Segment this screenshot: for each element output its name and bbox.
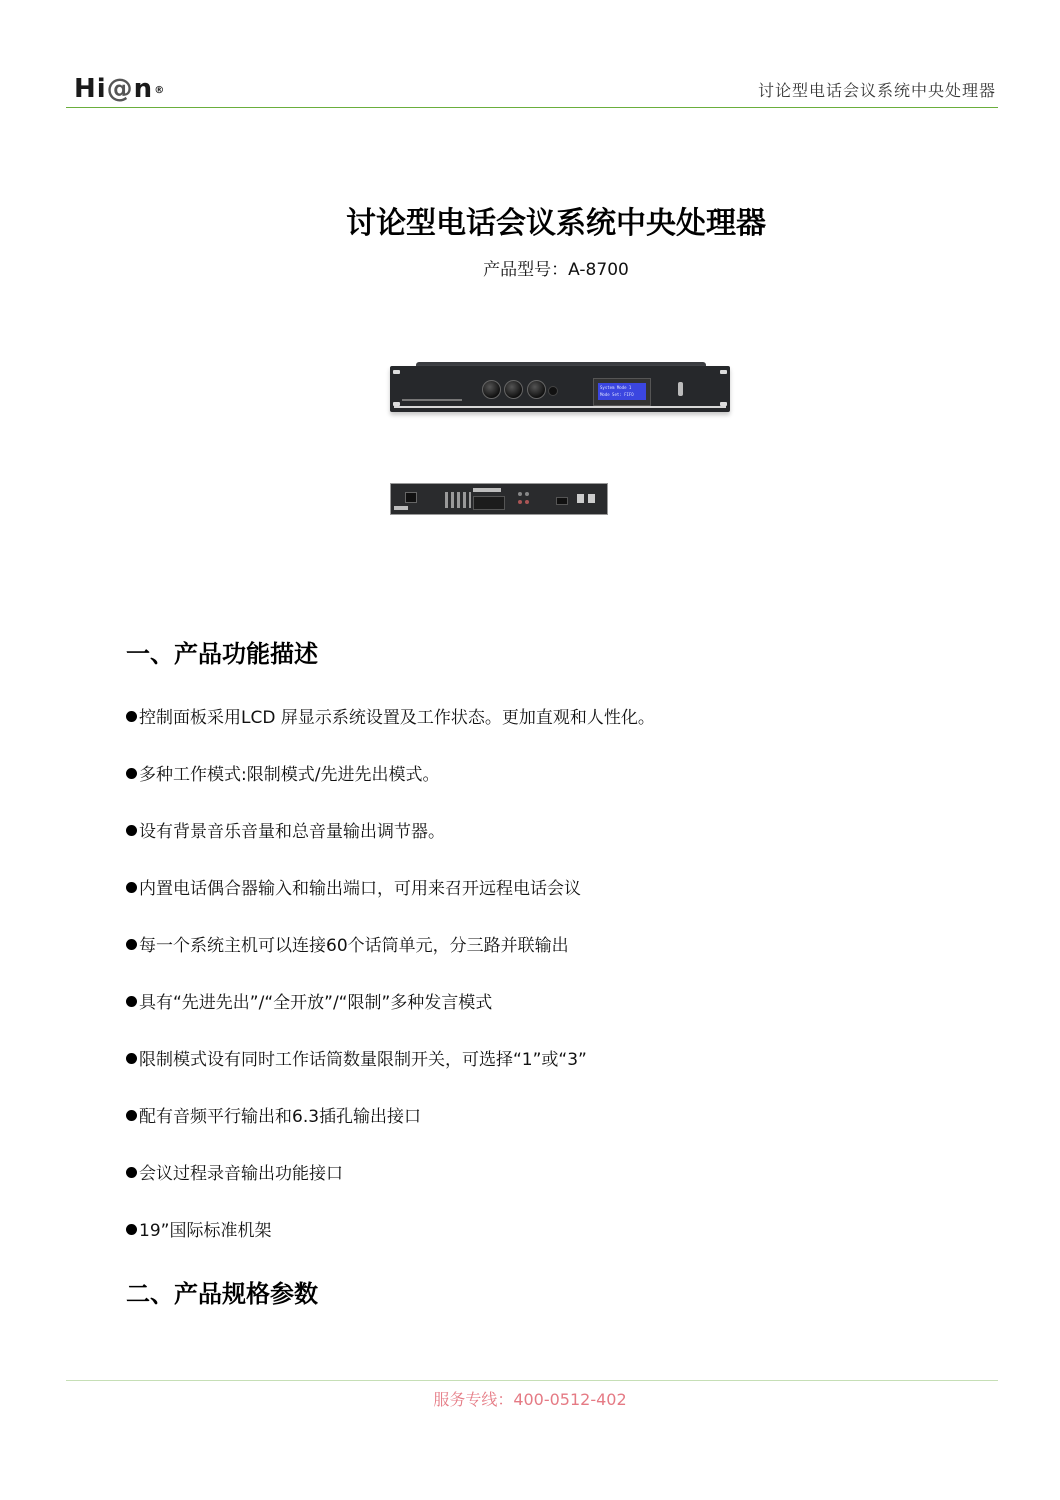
bullet-icon	[126, 1053, 137, 1064]
rca-jack-icon	[518, 492, 522, 496]
list-item	[126, 877, 926, 934]
list-item	[126, 706, 926, 763]
section-heading-specs: 二、产品规格参数	[126, 1280, 318, 1308]
knob-icon	[527, 380, 546, 399]
section-heading-features: 一、产品功能描述	[126, 640, 318, 668]
service-hotline: 服务专线：400-0512-402	[433, 1390, 627, 1409]
product-model: 产品型号：A-8700	[483, 260, 629, 280]
list-item-text: 限制模式设有同时工作话筒数量限制开关，可选择“1”或“3”	[139, 1050, 587, 1070]
terminal-block-icon	[473, 496, 505, 510]
label-plate	[394, 506, 408, 510]
page-header	[66, 60, 998, 108]
list-item-text: 每一个系统主机可以连接60个话筒单元，分三路并联输出	[139, 936, 569, 956]
lcd-line: System Mode 1	[600, 385, 632, 390]
rack-ear	[720, 370, 727, 374]
front-panel-image	[390, 362, 730, 412]
list-item	[126, 763, 926, 820]
button-icon	[548, 386, 558, 396]
rack-ear	[393, 370, 400, 374]
bullet-icon	[126, 1224, 137, 1235]
list-item-text: 控制面板采用LCD 屏显示系统设置及工作状态。更加直观和人性化。	[139, 708, 655, 728]
bullet-icon	[126, 1167, 137, 1178]
knob-icon	[482, 380, 501, 399]
front-panel-body	[390, 366, 730, 412]
lcd-line: Mode Set: FIFO	[600, 392, 634, 397]
list-item	[126, 1162, 926, 1219]
document-title: 讨论型电话会议系统中央处理器	[346, 206, 766, 241]
brand-label-strip	[402, 399, 462, 401]
bullet-icon	[126, 1110, 137, 1121]
rj45-port-icon	[577, 494, 584, 503]
bullet-icon	[126, 711, 137, 722]
list-item-text: 多种工作模式:限制模式/先进先出模式。	[139, 765, 440, 785]
list-item-text: 内置电话偶合器输入和输出端口，可用来召开远程电话会议	[139, 879, 581, 899]
brand-logo	[74, 74, 165, 104]
product-image	[346, 305, 782, 555]
bullet-icon	[126, 768, 137, 779]
connector-bank-icon	[445, 492, 471, 508]
jack-icon	[556, 497, 568, 505]
feature-list	[126, 706, 926, 1276]
lcd-frame	[593, 378, 651, 406]
list-item	[126, 1048, 926, 1105]
list-item-text: 配有音频平行输出和6.3插孔输出接口	[139, 1107, 422, 1127]
list-item	[126, 820, 926, 877]
list-item	[126, 934, 926, 991]
rca-jack-icon	[525, 492, 529, 496]
list-item	[126, 991, 926, 1048]
list-item-text: 19”国际标准机架	[139, 1221, 272, 1241]
footer-divider	[66, 1380, 998, 1381]
logo-text-hi: Hi	[74, 74, 107, 104]
lcd-screen	[598, 383, 646, 400]
label-plate	[473, 488, 501, 492]
front-panel-strip	[394, 406, 726, 408]
rear-panel-image	[390, 483, 608, 515]
list-item	[126, 1219, 926, 1276]
list-item	[126, 1105, 926, 1162]
bullet-icon	[126, 882, 137, 893]
rca-jack-icon	[518, 500, 522, 504]
bullet-icon	[126, 996, 137, 1007]
logo-text-n: n	[133, 74, 154, 104]
power-socket-icon	[405, 492, 417, 503]
bullet-icon	[126, 939, 137, 950]
knob-icon	[504, 380, 523, 399]
bullet-icon	[126, 825, 137, 836]
list-item-text: 具有“先进先出”/“全开放”/“限制”多种发言模式	[139, 993, 493, 1013]
rj45-port-icon	[588, 494, 595, 503]
rca-jack-icon	[525, 500, 529, 504]
list-item-text: 设有背景音乐音量和总音量输出调节器。	[139, 822, 445, 842]
list-item-text: 会议过程录音输出功能接口	[139, 1164, 343, 1184]
header-title: 讨论型电话会议系统中央处理器	[757, 81, 996, 100]
logo-text-mid: @	[106, 74, 134, 104]
header-divider	[66, 107, 998, 108]
registered-mark-icon: ®	[154, 85, 166, 96]
power-switch-icon	[678, 382, 683, 396]
